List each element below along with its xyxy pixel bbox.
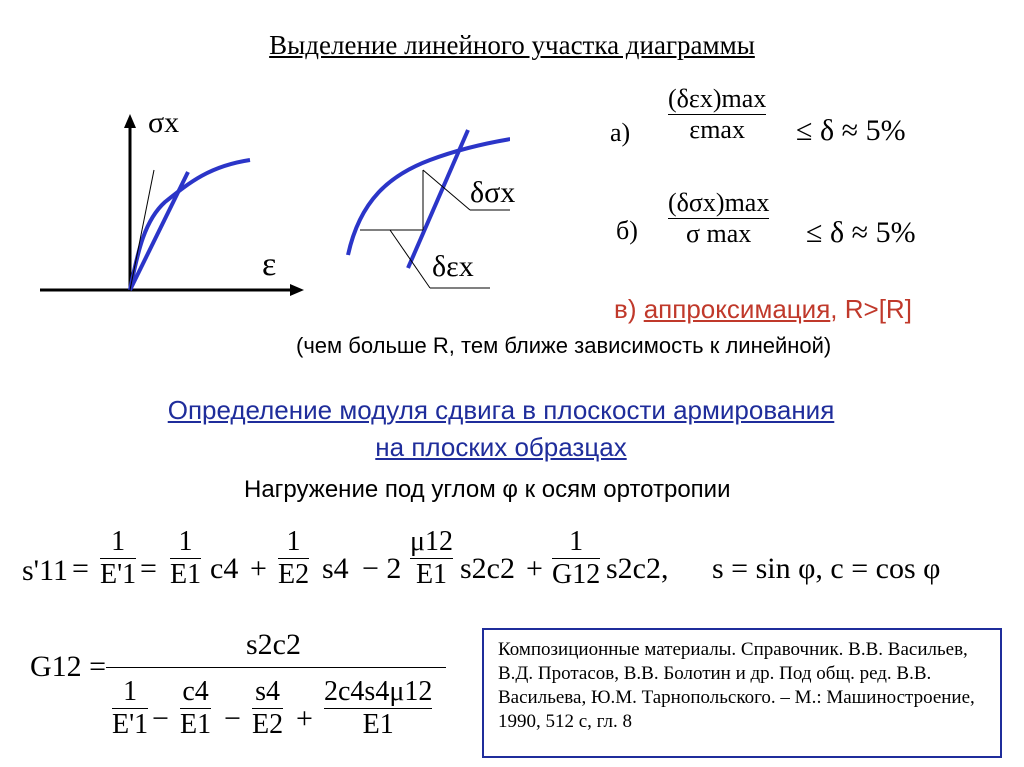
f1-frac2-num: 1 <box>178 526 193 557</box>
f1-frac3-num: 1 <box>286 526 301 557</box>
deps-leader <box>390 230 430 288</box>
f2-op1: − <box>152 702 169 735</box>
criterion-note: (чем больше R, тем ближе зависимость к линейной) <box>296 333 832 358</box>
criterion-a-fraction <box>668 86 766 143</box>
f1-frac4-den: E1 <box>415 559 448 590</box>
increment-diagram <box>330 120 510 300</box>
f1-plus2: + <box>526 552 543 585</box>
f2-den-frac2-den: E1 <box>180 709 212 740</box>
section-heading-line1[interactable]: Определение модуля сдвига в плоскости армирования <box>167 395 835 425</box>
stress-curve <box>130 160 250 290</box>
criterion-b-label: б) <box>616 216 638 245</box>
f2-op2: − <box>224 702 241 735</box>
f1-term-s2c2-b: s2c2, <box>606 552 669 585</box>
epsilon-label: ε <box>262 246 277 283</box>
f1-plus1: + <box>250 552 267 585</box>
criterion-a-denominator: εmax <box>689 115 745 144</box>
f1-frac2 <box>170 528 201 589</box>
f2-den-frac1 <box>112 678 148 739</box>
page-title: Выделение линейного участка диаграммы <box>269 30 755 60</box>
deps-label: δεx <box>432 250 474 283</box>
section-subheading: Нагружение под углом φ к осям ортотропии <box>244 476 731 503</box>
criterion-a-numerator: (δεx)max <box>668 84 767 113</box>
f1-eq2: = <box>140 552 157 585</box>
f1-definitions: s = sin φ, c = cos φ <box>712 552 941 585</box>
f2-den-frac1-den: E'1 <box>112 709 149 740</box>
f1-frac1-den: E'1 <box>100 559 137 590</box>
criterion-c-rest: , R>[R] <box>830 294 912 324</box>
f1-frac4 <box>410 528 453 589</box>
f1-frac1 <box>100 528 136 589</box>
f2-den-frac1-num: 1 <box>123 676 138 707</box>
reference-box: Композиционные материалы. Справочник. В.В. Васильев, В.Д. Протасов, В.В. Болотин и др. Под общ. ред. В.В. Васильева, Ю.М. Тарнопольского. – М.: Машиностроение, 1990, 512 с, гл. 8 <box>482 628 1002 758</box>
criterion-b-fraction <box>668 190 769 247</box>
criterion-b-denominator: σ max <box>686 219 752 248</box>
f1-eq1: = <box>72 552 89 585</box>
f1-lhs: s'11 <box>22 554 68 587</box>
dsigma-label: δσx <box>470 176 516 209</box>
f2-numerator: s2c2 <box>246 628 301 661</box>
f2-den-frac4-num: 2c4s4μ12 <box>324 676 433 707</box>
f2-op3: + <box>296 702 313 735</box>
approximation-link[interactable]: аппроксимация <box>643 294 831 324</box>
y-axis-arrow <box>124 114 136 128</box>
f1-minus: − 2 <box>362 552 402 585</box>
f1-frac5-num: 1 <box>569 526 584 557</box>
criterion-b-rhs: ≤ δ ≈ 5% <box>806 216 916 249</box>
linear-approx-line <box>130 172 188 290</box>
f1-frac5-den: G12 <box>552 559 601 590</box>
criterion-c-label: в) <box>614 294 637 324</box>
f1-term-s4: s4 <box>322 552 349 585</box>
f2-den-frac4 <box>324 678 432 739</box>
section-heading-line2[interactable]: на плоских образцах <box>375 432 627 462</box>
criterion-a-label: а) <box>610 118 631 147</box>
criterion-b-numerator: (δσx)max <box>668 188 770 217</box>
f1-frac3 <box>278 528 309 589</box>
f1-frac5 <box>552 528 600 589</box>
f1-frac4-num: μ12 <box>410 526 454 557</box>
f1-frac1-num: 1 <box>111 526 126 557</box>
f1-frac2-den: E1 <box>170 559 202 590</box>
f2-den-frac2 <box>180 678 211 739</box>
sigma-x-label: σx <box>148 106 180 139</box>
f2-den-frac3 <box>252 678 283 739</box>
f2-main-bar <box>106 667 446 668</box>
criterion-a-rhs: ≤ δ ≈ 5% <box>796 114 906 147</box>
criterion-c-row <box>614 294 912 325</box>
chord-line <box>408 130 468 268</box>
f2-den-frac4-den: E1 <box>362 709 394 740</box>
x-axis-arrow <box>290 284 304 296</box>
f2-den-frac3-num: s4 <box>255 676 280 707</box>
f1-term-s2c2-a: s2c2 <box>460 552 515 585</box>
f2-den-frac2-num: c4 <box>182 676 209 707</box>
f2-lhs: G12 = <box>30 650 107 683</box>
f2-den-frac3-den: E2 <box>252 709 284 740</box>
f1-term-c4: c4 <box>210 552 239 585</box>
f1-frac3-den: E2 <box>278 559 310 590</box>
tangent-line <box>130 170 154 290</box>
